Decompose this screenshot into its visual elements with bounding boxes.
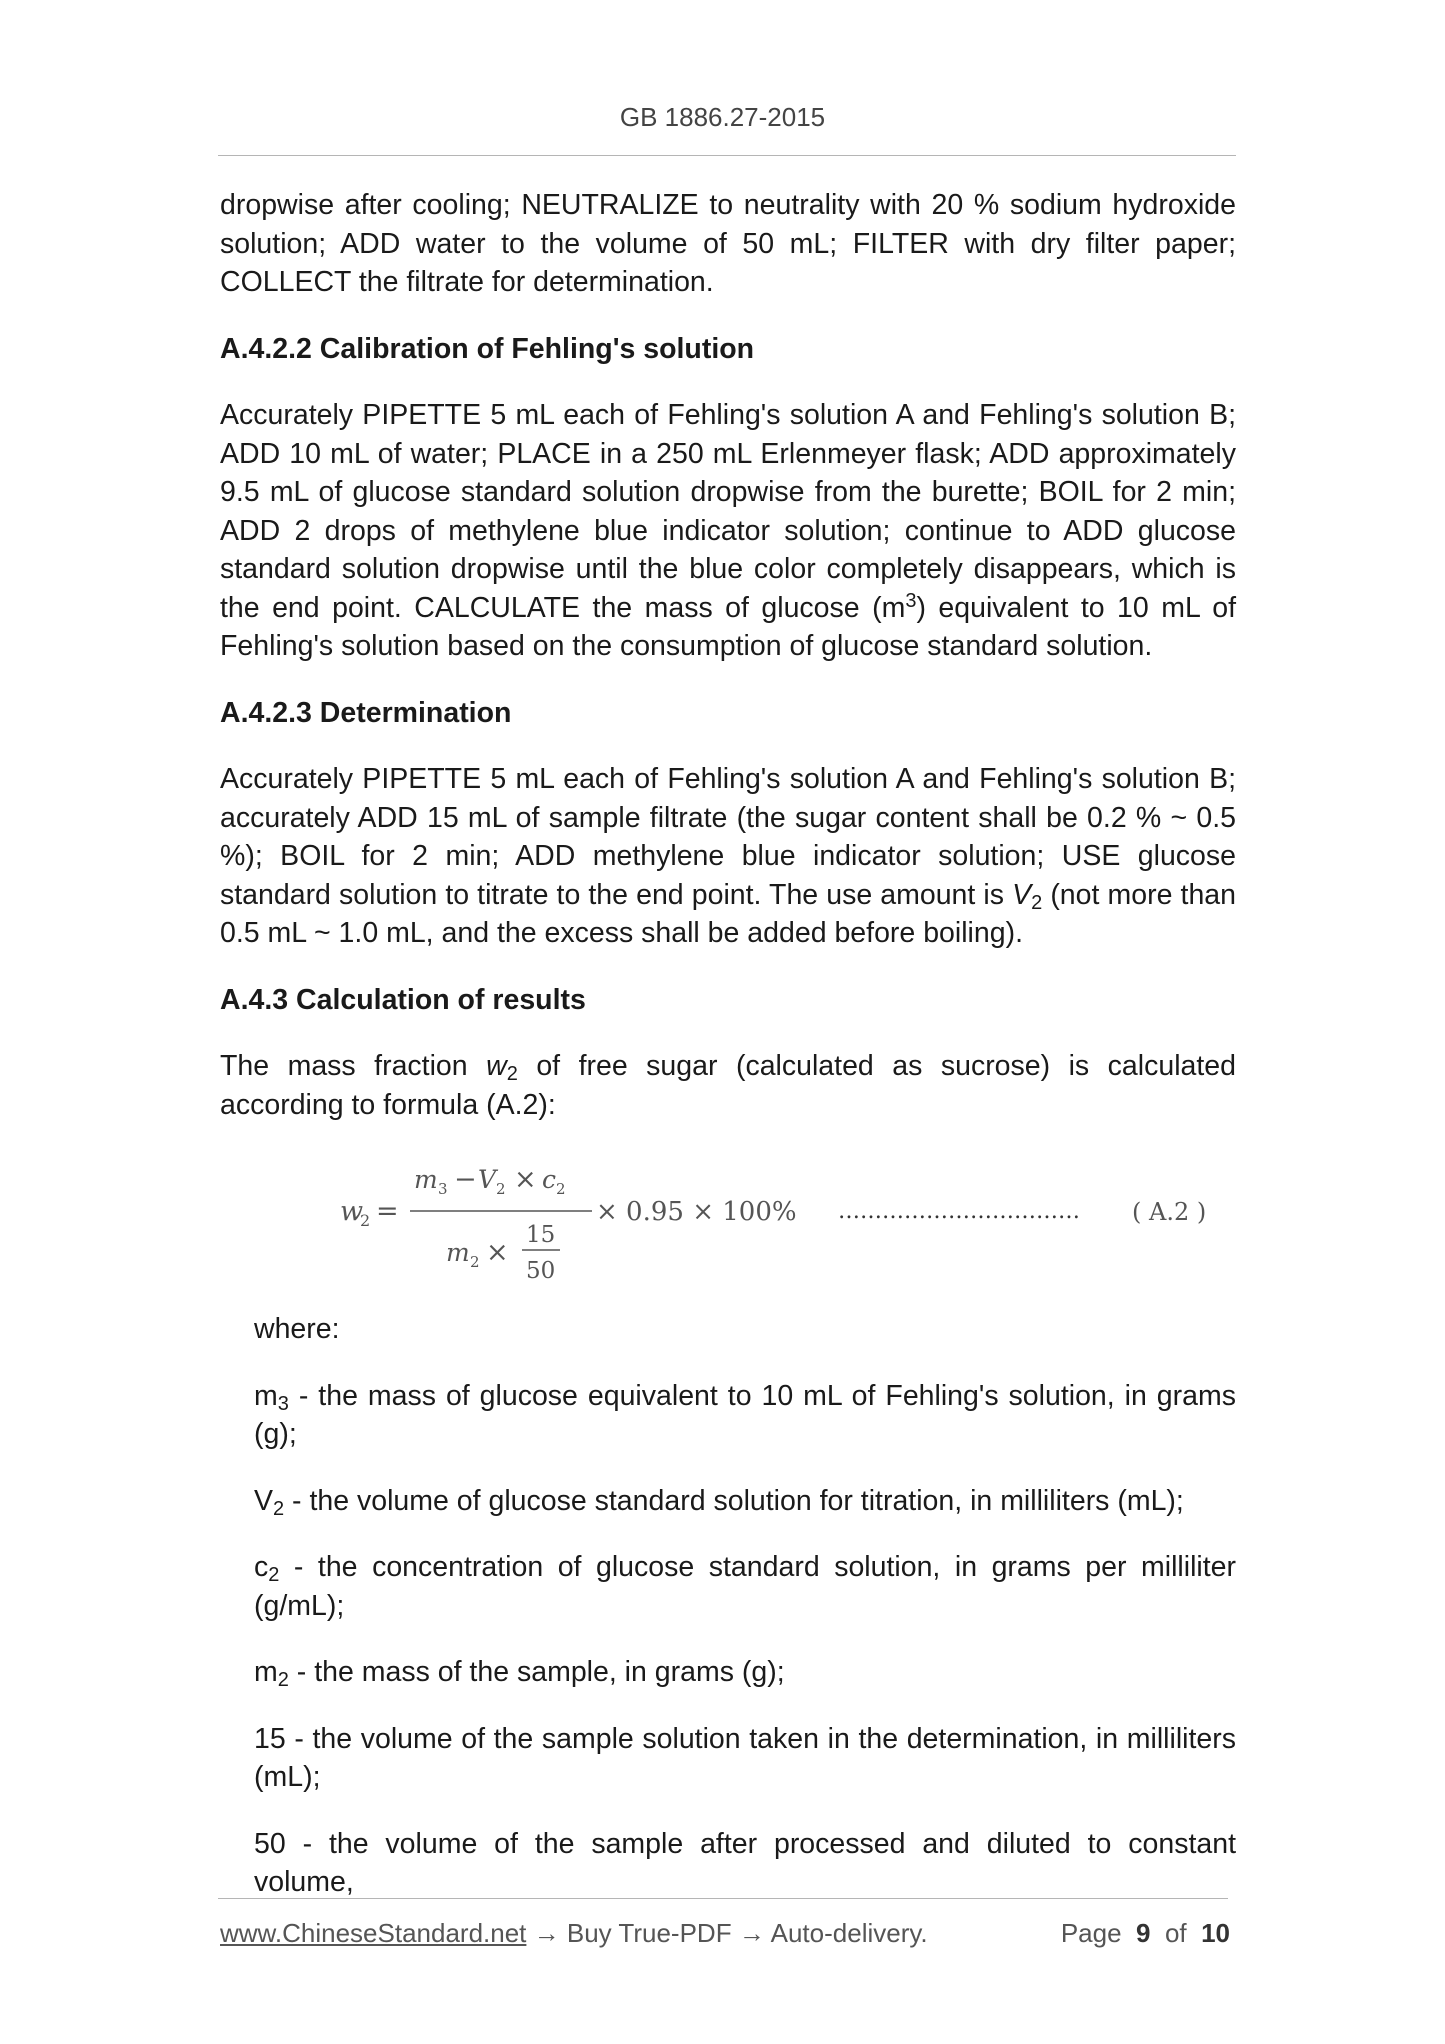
of-word: of	[1164, 1918, 1187, 1948]
definition-subscript: 2	[268, 1564, 280, 1586]
definition-symbol: 50	[254, 1827, 286, 1860]
text-span: The mass fraction	[220, 1050, 487, 1082]
definition-item	[254, 1653, 1236, 1692]
formula-lhs-sub: 2	[360, 1211, 371, 1230]
footer	[220, 1918, 1230, 1949]
subscript: 2	[1031, 891, 1043, 914]
formula-num-V: V	[478, 1165, 497, 1194]
definitions-list	[220, 1377, 1236, 1902]
formula-den-m: m	[446, 1238, 470, 1267]
definition-subscript: 3	[277, 1392, 289, 1415]
definition-text: - the mass of glucose equivalent to 10 mL of Fehling's solution, in grams (g);	[254, 1379, 1236, 1450]
text-span: of free sugar (calculated as sucrose) is calculated according to formula (A.2):	[220, 1050, 1237, 1121]
text-span: (not more than 0.5 mL ~ 1.0 mL, and the excess shall be added before boiling).	[220, 878, 1237, 949]
formula-num-c: c	[542, 1165, 557, 1194]
formula-num-V-sub: 2	[496, 1180, 506, 1198]
header-divider	[218, 155, 1236, 156]
definition-item	[254, 1825, 1236, 1902]
formula-graphic	[220, 1146, 1236, 1296]
delivery-text: Auto-delivery.	[770, 1918, 928, 1948]
paragraph-determination	[220, 760, 1236, 953]
footer-divider	[218, 1898, 1228, 1899]
formula-equals: =	[376, 1196, 399, 1227]
paragraph-calibration	[220, 396, 1236, 666]
formula-num-m: m	[414, 1165, 438, 1194]
buy-text: Buy True-PDF	[566, 1918, 732, 1948]
definition-text: - the mass of the sample, in grams (g);	[288, 1656, 785, 1688]
website-link[interactable]: www.ChineseStandard.net	[220, 1918, 527, 1948]
arrow-icon: →	[533, 1918, 560, 1948]
formula-leader-dots: ……………………………	[838, 1199, 1080, 1224]
superscript: 3	[905, 589, 917, 612]
formula-frac-den: 50	[526, 1258, 556, 1284]
formula-num-times: ×	[514, 1164, 537, 1195]
definition-text: - the volume of glucose standard solution for titration, in milliliters (mL);	[284, 1484, 1184, 1517]
paragraph-calculation	[220, 1047, 1236, 1124]
definition-text: - the volume of the sample solution taken in the determination, in milliliters (mL);	[254, 1722, 1236, 1793]
definition-text: - the concentration of glucose standard solution, in grams per milliliter (g/mL);	[254, 1551, 1236, 1622]
formula-label: ( A.2 )	[1132, 1198, 1207, 1226]
formula-a2	[220, 1146, 1236, 1296]
arrow-icon: →	[738, 1918, 765, 1948]
heading-calibration: A.4.2.2 Calibration of Fehling's solution	[220, 332, 755, 365]
heading-determination: A.4.2.3 Determination	[220, 696, 512, 729]
text-span: ) equivalent to 10 mL of Fehling's solution based on the consumption of glucose standard solution.	[220, 591, 1236, 662]
formula-num-c-sub: 2	[556, 1180, 566, 1198]
page-number	[1061, 1918, 1230, 1949]
text-span: Accurately PIPETTE 5 mL each of Fehling's solution A and Fehling's solution B; accurately ADD 15 mL of sample filtrate (the sugar content shall be 0.2 % ~ 0.5 %); BOIL for 2 min; ADD methylene blue indicator solution; USE glucose standard solution to titrate to the end point. The use amount is	[220, 763, 1236, 911]
definition-item	[254, 1482, 1236, 1521]
where-label: where:	[254, 1313, 340, 1345]
definition-item	[254, 1720, 1236, 1797]
definition-subscript: 2	[273, 1497, 285, 1520]
definition-subscript: 2	[277, 1669, 289, 1691]
heading-calculation: A.4.3 Calculation of results	[220, 983, 586, 1016]
definition-symbol: m	[254, 1656, 278, 1688]
definition-symbol: c	[254, 1551, 269, 1583]
definition-symbol: m	[254, 1379, 278, 1412]
formula-den-m-sub: 2	[470, 1253, 480, 1271]
formula-lhs-var: w	[340, 1196, 364, 1227]
variable: V	[1012, 878, 1032, 911]
text-span: Accurately PIPETTE 5 mL each of Fehling's solution A and Fehling's solution B; ADD 10 mL of water; PLACE in a 250 mL Erlenmeyer flask; ADD approximately 9.5 mL of glucose standard solution dropwise from the burette; BOIL for 2 min; ADD 2 drops of methylene blue indicator solution; continue to ADD glucose standard solution dropwise until the blue color completely disappears, which is the end point. CALCULATE the mass of glucose (m	[220, 399, 1236, 624]
current-page: 9	[1136, 1918, 1151, 1948]
formula-num-minus: −	[454, 1164, 477, 1195]
formula-tail: × 0.95 × 100%	[596, 1197, 797, 1227]
definition-item	[254, 1377, 1236, 1454]
definition-symbol: 15	[254, 1722, 286, 1755]
header-doc-id: GB 1886.27-2015	[619, 102, 826, 132]
formula-den-times: ×	[486, 1237, 509, 1268]
subscript: 2	[506, 1063, 518, 1085]
formula-num-m-sub: 3	[438, 1180, 448, 1198]
paragraph-1: dropwise after cooling; NEUTRALIZE to neutrality with 20 % sodium hydroxide solution; ADD water to the volume of 50 mL; FILTER with dry filter paper; COLLECT the filtrate for determination.	[220, 189, 1236, 298]
definition-text: - the volume of the sample after processed and diluted to constant volume,	[254, 1827, 1236, 1898]
variable: w	[486, 1050, 507, 1082]
definition-symbol: V	[254, 1484, 274, 1517]
page-content	[220, 186, 1236, 1902]
definition-item	[254, 1548, 1236, 1625]
formula-frac-num: 15	[526, 1222, 556, 1248]
page-word: Page	[1060, 1918, 1122, 1948]
total-pages: 10	[1201, 1918, 1230, 1948]
